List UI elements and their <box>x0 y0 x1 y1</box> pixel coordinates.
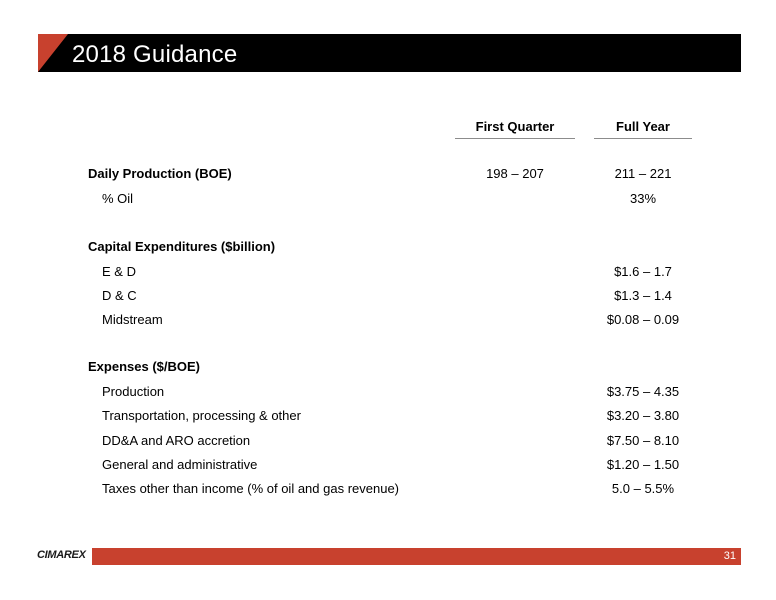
column-header-first-quarter: First Quarter <box>475 119 555 134</box>
footer-bar <box>86 548 741 565</box>
column-header-underline <box>455 138 575 139</box>
row-value-full-year: $0.08 – 0.09 <box>606 312 680 327</box>
row-label: Taxes other than income (% of oil and gas revenue) <box>102 481 400 496</box>
row-label: Midstream <box>102 312 163 327</box>
column-header-underline <box>594 138 692 139</box>
table-row <box>0 288 776 306</box>
row-value-full-year: 5.0 – 5.5% <box>611 481 675 496</box>
table-row <box>0 359 776 377</box>
page-title: 2018 Guidance <box>72 41 238 68</box>
row-label: % Oil <box>102 191 134 206</box>
page-number: 31 <box>723 550 736 562</box>
table-row <box>0 166 776 184</box>
section-heading: Capital Expenditures ($billion) <box>88 239 276 254</box>
table-row <box>0 481 776 499</box>
row-label: Daily Production (BOE) <box>88 166 232 181</box>
company-logo-text: CIMAREX <box>37 549 86 561</box>
row-label: D & C <box>102 288 137 303</box>
row-label: E & D <box>102 264 136 279</box>
row-label: General and administrative <box>102 457 258 472</box>
table-row <box>0 433 776 451</box>
title-accent-shape <box>38 34 68 72</box>
table-row <box>0 312 776 330</box>
row-value-full-year: 33% <box>629 191 657 206</box>
table-row <box>0 457 776 475</box>
column-header-full-year: Full Year <box>616 119 670 134</box>
row-label: DD&A and ARO accretion <box>102 433 251 448</box>
table-row <box>0 191 776 209</box>
section-heading: Expenses ($/BOE) <box>88 359 200 374</box>
row-label: Transportation, processing & other <box>102 408 301 423</box>
table-row <box>0 239 776 257</box>
table-row <box>0 264 776 282</box>
table-row <box>0 408 776 426</box>
row-value-full-year: 211 – 221 <box>614 166 672 181</box>
row-value-first-quarter: 198 – 207 <box>486 166 544 181</box>
row-value-full-year: $1.6 – 1.7 <box>614 264 672 279</box>
row-label: Production <box>102 384 165 399</box>
table-row <box>0 384 776 402</box>
row-value-full-year: $3.75 – 4.35 <box>606 384 680 399</box>
row-value-full-year: $1.3 – 1.4 <box>614 288 672 303</box>
row-value-full-year: $7.50 – 8.10 <box>606 433 680 448</box>
row-value-full-year: $1.20 – 1.50 <box>606 457 680 472</box>
row-value-full-year: $3.20 – 3.80 <box>606 408 680 423</box>
